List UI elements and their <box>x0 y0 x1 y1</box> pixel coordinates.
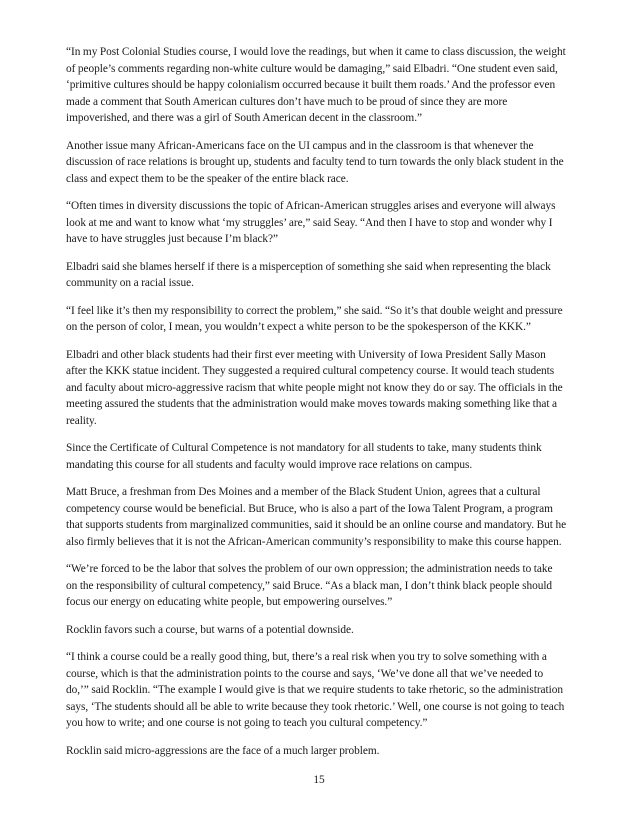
text-line: look at me and want to know what ‘my struggles’ are,” said Seay. “And then I have to stop and wonder why I <box>66 216 553 229</box>
text-line: Elbadri said she blames herself if there is a misperception of something she said when representing the black <box>66 260 551 273</box>
page-number: 15 <box>313 774 325 786</box>
text-line: have to have struggles just because I’m black?” <box>66 233 279 245</box>
text-line: made a comment that South American cultures don’t have much to be proud of since they are more <box>66 95 508 108</box>
text-line: on the responsibility of cultural competency,” said Bruce. “As a black man, I don’t think black people should <box>66 579 553 592</box>
text-line: Elbadri and other black students had their first ever meeting with University of Iowa President Sally Mason <box>66 348 546 361</box>
text-line: meeting assured the students that the administration would make moves towards making something like that a <box>66 398 558 410</box>
text-line: “We’re forced to be the labor that solves the problem of our own oppression; the administration needs to take <box>66 563 553 575</box>
text-line: “I think a course could be a really good thing, but, there’s a real risk when you try to solve something with a <box>66 651 547 663</box>
text-line: you how to write; and one course is not going to teach you cultural competency.” <box>66 717 428 729</box>
paragraph <box>66 561 600 611</box>
text-line: “I feel like it’s then my responsibility to correct the problem,” she said. “So it’s that double weight and pressure <box>66 304 563 317</box>
text-line: class and expect them to be the speaker of the entire black race. <box>66 172 349 185</box>
text-line: course, which is that the administration points to the course and says, ‘We’ve done all that we’ve needed to <box>66 667 544 680</box>
text-line: competency course would be beneficial. But Bruce, who is also a part of the Iowa Talent Program, a program <box>66 502 553 515</box>
text-line: reality. <box>66 414 97 427</box>
text-line: Rocklin said micro-aggressions are the face of a much larger problem. <box>66 744 380 757</box>
text-line: “In my Post Colonial Studies course, I would love the readings, but when it came to class discussion, the weight <box>66 46 566 58</box>
paragraph <box>66 198 600 248</box>
paragraph <box>66 484 600 550</box>
text-line: Rocklin favors such a course, but warns of a potential downside. <box>66 623 354 636</box>
text-line: also firmly believes that it is not the African-American community’s responsibility to make this course happen. <box>66 535 562 548</box>
paragraph <box>66 743 600 760</box>
text-line: ‘primitive cultures should be happy colonialism occurred because it built them roads.’ And the professor even <box>66 79 556 91</box>
text-line: that supports students from marginalized communities, said it should be an online course and mandatory. But he <box>66 519 567 531</box>
text-line: impoverished, and there was a girl of South American decent in the classroom.” <box>66 112 422 124</box>
text-line: Another issue many African-Americans face on the UI campus and in the classroom is that whenever the <box>66 139 534 152</box>
paragraph <box>66 259 600 292</box>
paragraph <box>66 440 600 473</box>
paragraph <box>66 44 600 127</box>
paragraph <box>66 649 600 732</box>
text-line: discussion of race relations is brought up, students and faculty tend to turn towards the only black student in the <box>66 156 564 168</box>
text-line: Since the Certificate of Cultural Competence is not mandatory for all students to take, many students think <box>66 442 542 454</box>
paragraph <box>66 622 600 639</box>
paragraph <box>66 303 600 336</box>
text-line: focus our energy on educating white people, but empowering ourselves.” <box>66 596 393 608</box>
text-line: do,’” said Rocklin. “The example I would give is that we require students to take rhetoric, so the administration <box>66 684 563 696</box>
text-line: Matt Bruce, a freshman from Des Moines and a member of the Black Student Union, agrees that a cultural <box>66 486 541 498</box>
text-line: of people’s comments regarding non-white culture would be damaging,” said Elbadri. “One student even said, <box>66 62 558 75</box>
text-line: on the person of color, I mean, you wouldn’t expect a white person to be the spokesperson of the KKK.” <box>66 321 531 333</box>
text-line: community on a racial issue. <box>66 277 194 289</box>
text-line: “Often times in diversity discussions the topic of African-American struggles arises and everyone will always <box>66 200 556 212</box>
text-line: says, ‘The students should all be able to write because they took rhetoric.’ Well, one course is not going to teach <box>66 700 565 713</box>
paragraph <box>66 138 600 188</box>
text-line: after the KKK statue incident. They suggested a required cultural competency course. It would teach students <box>66 365 555 377</box>
text-line: and faculty about micro-aggressive racism that white people might not know they do or say. The officials in the <box>66 381 563 394</box>
text-line: mandating this course for all students and faculty would improve race relations on campus. <box>66 458 473 471</box>
document-page <box>66 44 600 770</box>
paragraph <box>66 347 600 430</box>
